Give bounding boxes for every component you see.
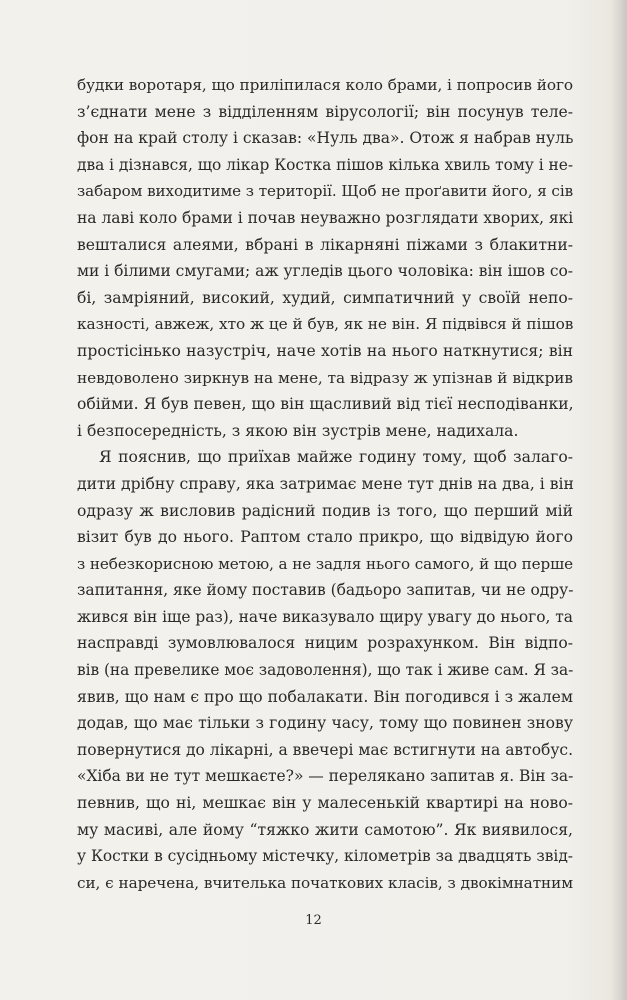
text-line: бі, замріяний, високий, худий, симпатичний у своїй непо- [77, 288, 573, 307]
text-line: з’єднати мене з відділенням вірусології; він посунув теле- [77, 102, 573, 121]
text-line: простісінько назустріч, наче хотів на нього наткнутися; він [77, 341, 573, 360]
text-line: певнив, що ні, мешкає він у малесенькій квартирі на ново- [77, 794, 573, 813]
text-line: у Костки в сусідньому містечку, кілометрів за двадцять звід- [77, 847, 573, 866]
text-line: два і дізнався, що лікар Костка пішов кілька хвиль тому і не- [77, 155, 573, 174]
text-line: си, є наречена, вчителька початкових класів, з двокімнатним [77, 873, 573, 892]
body-text [77, 72, 573, 896]
text-line: забаром виходитиме з території. Щоб не проґавити його, я сів [77, 182, 573, 201]
text-line: «Хіба ви не тут мешкаєте?» — перелякано запитав я. Він за- [77, 767, 574, 786]
text-line: додав, що має тільки з годину часу, тому що повинен знову [77, 714, 573, 733]
text-line: обійми. Я був певен, що він щасливий від тієї несподіванки, [77, 395, 574, 414]
text-line: невдоволено зиркнув на мене, та відразу ж упізнав й відкрив [77, 368, 573, 387]
text-line: явив, що нам є про що побалакати. Він погодився і з жалем [77, 687, 573, 706]
text-line: му масиві, але йому “тяжко жити самотою”. Як виявилося, [77, 820, 573, 839]
page-edge-shadow [611, 0, 627, 1000]
text-line: на лаві коло брами і почав неуважно розглядати хворих, які [77, 208, 574, 227]
text-line: насправді зумовлювалося ницим розрахунком. Він відпо- [77, 634, 573, 653]
text-line: фон на край столу і сказав: «Нуль два». Отож я набрав нуль [77, 129, 574, 148]
text-line: одразу ж висловив радісний подив із того, що перший мій [77, 501, 573, 520]
text-line: і безпосередність, з якою він зустрів мене, надихала. [77, 421, 519, 440]
text-line: повернутися до лікарні, а ввечері має встигнути на автобус. [77, 740, 573, 759]
text-line: жився він іще раз), наче виказувало щиру увагу до нього, та [77, 607, 573, 626]
text-line: з небезкорисною метою, а не задля нього самого, й що перше [77, 554, 573, 573]
text-line: будки воротаря, що приліпилася коло брами, і попросив його [77, 76, 573, 94]
text-line: вів (на превелике моє задоволення), що так і живе сам. Я за- [77, 661, 574, 680]
text-line: Я пояснив, що приїхав майже годину тому, щоб залаго- [99, 448, 573, 467]
text-line: візит був до нього. Раптом стало прикро, що відвідую його [77, 528, 573, 547]
text-line: казності, авжеж, хто ж це й був, як не він. Я підвівся й пішов [77, 315, 574, 334]
text-line: дити дрібну справу, яка затримає мене тут днів на два, і він [77, 474, 574, 493]
text-line: ми і білими смугами; аж угледів цього чоловіка: він ішов со- [77, 262, 573, 281]
text-line: запитання, яке йому поставив (бадьоро запитав, чи не одру- [77, 581, 574, 600]
text-line: вешталися алеями, вбрані в лікарняні піжами з блакитни- [77, 235, 573, 254]
page-number: 12 [305, 913, 322, 928]
